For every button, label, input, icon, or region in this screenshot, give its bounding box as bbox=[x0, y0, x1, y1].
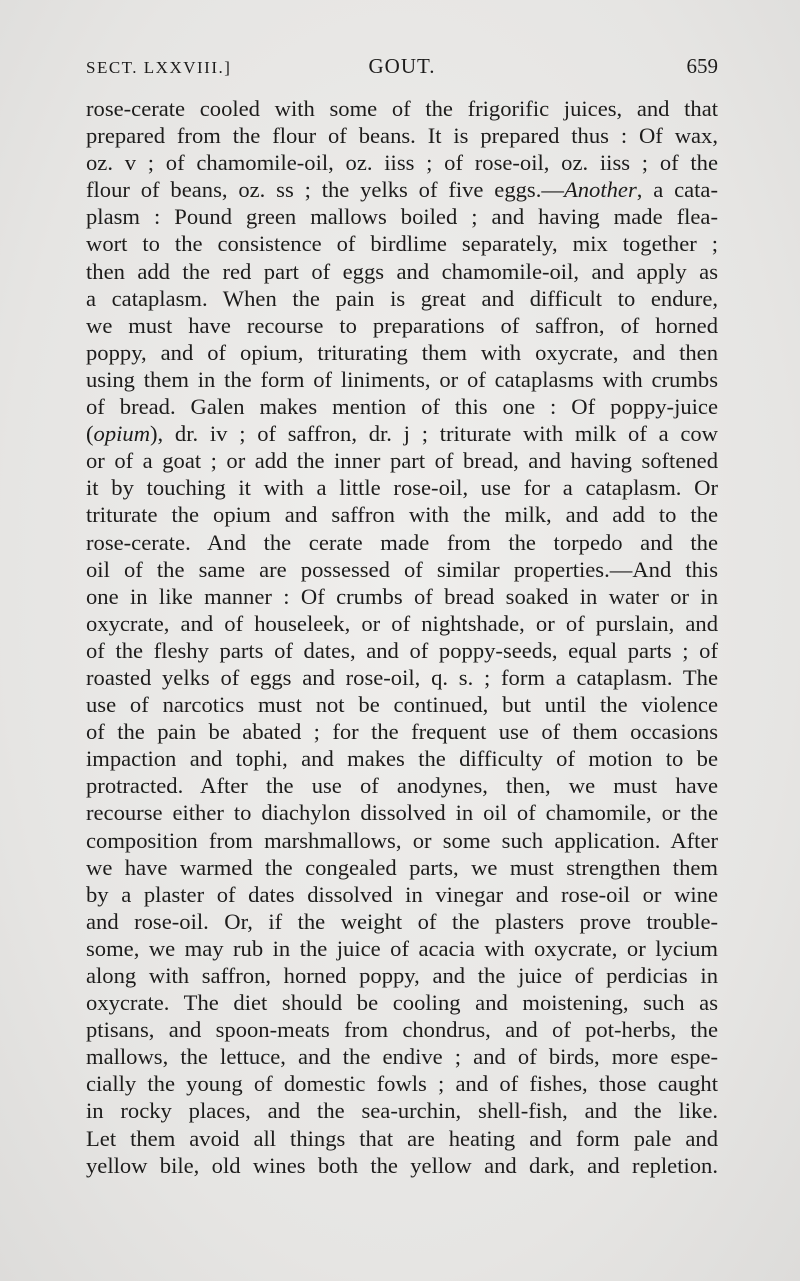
text-line bbox=[86, 556, 718, 583]
text-segment: and rose-oil. Or, if the weight of the plasters prove trouble- bbox=[86, 908, 718, 934]
text-segment: of the pain be abated ; for the frequent use of them occasions bbox=[86, 719, 718, 745]
text-segment: yellow bile, old wines both the yellow and dark, and repletion. bbox=[86, 1152, 718, 1178]
text-line bbox=[86, 393, 718, 420]
text-segment: cially the young of domestic fowls ; and of fishes, those caught bbox=[86, 1071, 718, 1097]
text-segment: we have warmed the congealed parts, we must strengthen them bbox=[86, 854, 718, 880]
italic-text-segment: opium bbox=[93, 421, 151, 447]
text-line bbox=[86, 312, 718, 339]
text-segment: flour of beans, oz. ss ; the yelks of five eggs.— bbox=[86, 177, 564, 203]
text-line bbox=[86, 501, 718, 528]
text-segment: or of a goat ; or add the inner part of bread, and having softened bbox=[86, 448, 718, 474]
text-segment: one in like manner : Of crumbs of bread soaked in water or in bbox=[86, 583, 718, 609]
italic-text-segment: Another bbox=[563, 177, 637, 203]
text-line bbox=[86, 962, 718, 989]
text-segment: along with saffron, horned poppy, and the juice of perdicias in bbox=[86, 963, 718, 988]
text-line bbox=[86, 935, 718, 962]
text-segment: plasm : Pound green mallows boiled ; and having made flea- bbox=[86, 204, 718, 230]
text-line bbox=[86, 827, 718, 854]
text-segment: ptisans, and spoon-meats from chondrus, and of pot-herbs, the bbox=[86, 1017, 718, 1043]
page-title: GOUT. bbox=[368, 54, 436, 78]
text-line bbox=[86, 610, 718, 637]
text-line bbox=[86, 637, 718, 664]
text-line bbox=[86, 854, 718, 881]
text-line bbox=[86, 366, 718, 393]
text-segment: poppy, and of opium, triturating them with oxycrate, and then bbox=[86, 339, 718, 365]
text-segment: Let them avoid all things that are heating and form pale and bbox=[86, 1125, 718, 1151]
text-segment: in rocky places, and the sea-urchin, shell-fish, and the like. bbox=[86, 1098, 718, 1124]
text-line bbox=[86, 1070, 718, 1097]
text-segment: oil of the same are possessed of similar properties.—And this bbox=[86, 556, 718, 582]
text-segment: oz. v ; of chamomile-oil, oz. iiss ; of rose-oil, oz. iiss ; of the bbox=[86, 150, 718, 176]
text-line bbox=[86, 583, 718, 610]
text-line bbox=[86, 230, 718, 257]
text-segment: use of narcotics must not be continued, but until the violence bbox=[86, 692, 718, 718]
text-segment: prepared from the flour of beans. It is prepared thus : Of wax, bbox=[86, 123, 718, 149]
text-line bbox=[86, 420, 718, 447]
text-line bbox=[86, 745, 718, 772]
text-line bbox=[86, 529, 718, 556]
text-line bbox=[86, 285, 718, 312]
text-line bbox=[86, 176, 718, 203]
text-segment: mallows, the lettuce, and the endive ; and of birds, more espe- bbox=[86, 1044, 718, 1070]
text-segment: then add the red part of eggs and chamomile-oil, and apply as bbox=[86, 258, 718, 284]
text-line bbox=[86, 258, 718, 285]
text-line bbox=[86, 664, 718, 691]
text-line bbox=[86, 799, 718, 826]
text-segment: it by touching it with a little rose-oil, use for a cataplasm. Or bbox=[86, 475, 718, 501]
text-segment: protracted. After the use of anodynes, then, we must have bbox=[86, 773, 718, 799]
text-line bbox=[86, 772, 718, 799]
text-segment: oxycrate, and of houseleek, or of nightshade, or of purslain, and bbox=[86, 610, 718, 636]
text-line bbox=[86, 718, 718, 745]
text-line bbox=[86, 474, 718, 501]
text-segment: of bread. Galen makes mention of this one : Of poppy-juice bbox=[86, 394, 718, 420]
text-segment: a cataplasm. When the pain is great and difficult to endure, bbox=[86, 285, 718, 311]
body-text bbox=[86, 95, 718, 1179]
text-segment: we must have recourse to preparations of saffron, of horned bbox=[86, 312, 718, 338]
text-line bbox=[86, 1043, 718, 1070]
text-segment: rose-cerate cooled with some of the frigorific juices, and that bbox=[86, 96, 718, 121]
text-segment: oxycrate. The diet should be cooling and moistening, such as bbox=[86, 990, 718, 1016]
text-segment: wort to the consistence of birdlime separately, mix together ; bbox=[86, 231, 718, 257]
text-line bbox=[86, 203, 718, 230]
text-segment: by a plaster of dates dissolved in vinegar and rose-oil or wine bbox=[86, 881, 718, 907]
text-segment: some, we may rub in the juice of acacia with oxycrate, or lycium bbox=[86, 935, 718, 961]
text-segment: impaction and tophi, and makes the difficulty of motion to be bbox=[86, 746, 718, 772]
text-line bbox=[86, 447, 718, 474]
text-segment: , a cata- bbox=[636, 177, 718, 203]
text-line bbox=[86, 908, 718, 935]
text-segment: composition from marshmallows, or some such application. After bbox=[86, 827, 718, 853]
text-segment: rose-cerate. And the cerate made from the torpedo and the bbox=[86, 529, 718, 555]
page-number: 659 bbox=[686, 54, 718, 78]
text-line bbox=[86, 691, 718, 718]
text-line bbox=[86, 122, 718, 149]
text-segment: ), dr. iv ; of saffron, dr. j ; triturate with milk of a cow bbox=[150, 421, 718, 447]
text-segment: recourse either to diachylon dissolved in oil of chamomile, or the bbox=[86, 800, 718, 826]
text-line bbox=[86, 149, 718, 176]
text-line bbox=[86, 989, 718, 1016]
text-segment: using them in the form of liniments, or of cataplasms with crumbs bbox=[86, 366, 718, 392]
text-segment: of the fleshy parts of dates, and of poppy-seeds, equal parts ; of bbox=[86, 637, 718, 663]
text-line bbox=[86, 95, 718, 122]
text-line bbox=[86, 881, 718, 908]
text-segment: roasted yelks of eggs and rose-oil, q. s. ; form a cataplasm. The bbox=[86, 664, 718, 690]
text-line bbox=[86, 1097, 718, 1124]
text-line bbox=[86, 1125, 718, 1152]
text-line bbox=[86, 339, 718, 366]
text-line bbox=[86, 1152, 718, 1179]
section-reference: SECT. LXXVIII.] bbox=[86, 58, 232, 77]
text-segment: triturate the opium and saffron with the milk, and add to the bbox=[86, 502, 718, 528]
running-head bbox=[86, 54, 718, 84]
text-segment: ( bbox=[86, 421, 94, 447]
text-line bbox=[86, 1016, 718, 1043]
